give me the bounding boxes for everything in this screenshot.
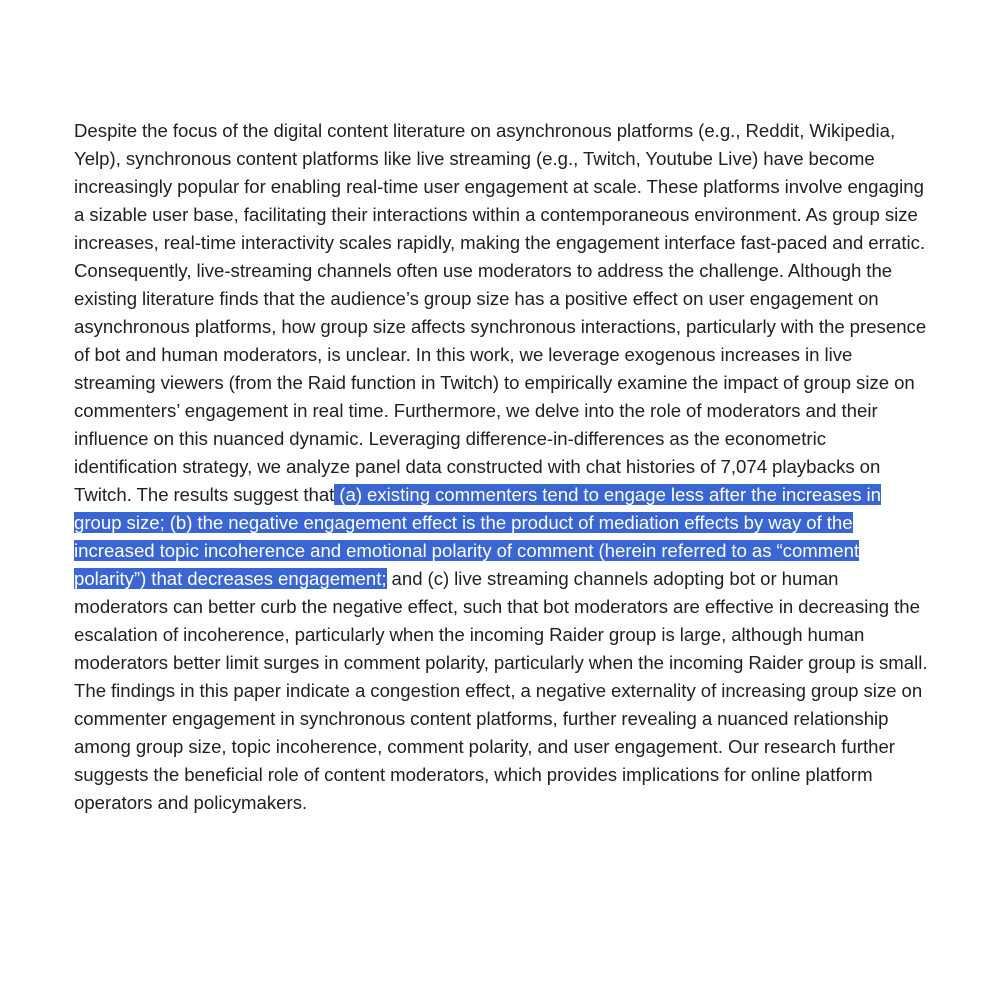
abstract-text-after-selection[interactable]: and (c) live streaming channels adopting bot or human moderators can better curb the negative effect, such that bot moderators are effective in decreasing the escalation of incoherence, particularly when the incoming Raider group is large, although human moderators better limit surges in comment polarity, particularly when the incoming Raider group is small. The findings in this paper indicate a congestion effect, a negative externality of increasing group size on commenter engagement in synchronous content platforms, further revealing a nuanced relationship among group size, topic incoherence, comment polarity, and user engagement. Our research further suggests the beneficial role of content moderators, which provides implications for online platform operators and policymakers. bbox=[74, 568, 928, 813]
abstract-selected-text[interactable]: (a) existing commenters tend to engage less after the increases in group size; (b) the negative engagement effect is the product of mediation effects by way of the increased topic incoherence and emotional polarity of comment (herein referred to as “comment polarity”) that decreases engagement; bbox=[74, 484, 881, 589]
abstract-text-before-selection[interactable]: Despite the focus of the digital content literature on asynchronous platforms (e.g., Reddit, Wikipedia, Yelp), synchronous content platforms like live streaming (e.g., Twitch, Youtube Live) have become increasingly popular for enabling real-time user engagement at scale. These platforms involve engaging a sizable user base, facilitating their interactions within a contemporaneous environment. As group size increases, real-time interactivity scales rapidly, making the engagement interface fast-paced and erratic. Consequently, live-streaming channels often use moderators to address the challenge. Although the existing literature finds that the audience’s group size has a positive effect on user engagement on asynchronous platforms, how group size affects synchronous interactions, particularly with the presence of bot and human moderators, is unclear. In this work, we leverage exogenous increases in live streaming viewers (from the Raid function in Twitch) to empirically examine the impact of group size on commenters’ engagement in real time. Furthermore, we delve into the role of moderators and their influence on this nuanced dynamic. Leveraging difference-in-differences as the econometric identification strategy, we analyze panel data constructed with chat histories of 7,074 playbacks on Twitch. The results suggest that bbox=[74, 120, 927, 505]
abstract-paragraph[interactable] bbox=[74, 117, 930, 817]
